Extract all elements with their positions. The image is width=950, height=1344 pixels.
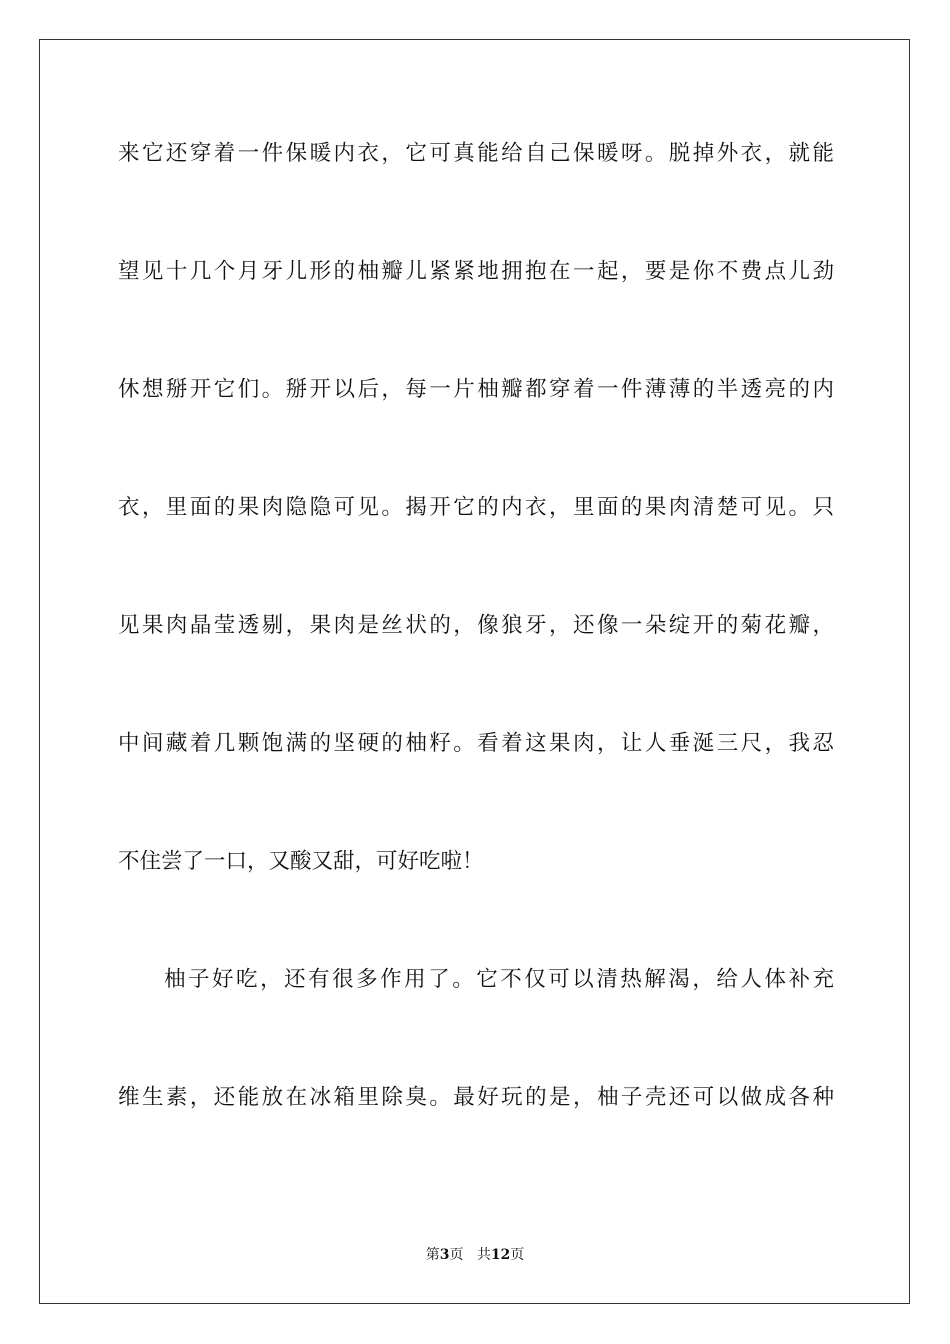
paragraph-line: 中间藏着几颗饱满的坚硬的柚籽。看着这果肉，让人垂涎三尺，我忍 <box>118 731 834 756</box>
document-body <box>118 125 834 1187</box>
footer-total-pages: 12 <box>490 1247 511 1263</box>
paragraph-line: 维生素，还能放在冰箱里除臭。最好玩的是，柚子壳还可以做成各种 <box>118 1085 834 1110</box>
footer-page-prefix: 第 <box>425 1247 440 1263</box>
paragraph-line: 衣，里面的果肉隐隐可见。揭开它的内衣，里面的果肉清楚可见。只 <box>118 495 834 520</box>
paragraph-line: 见果肉晶莹透剔，果肉是丝状的，像狼牙，还像一朵绽开的菊花瓣， <box>118 613 834 638</box>
paragraph-line: 不住尝了一口，又酸又甜，可好吃啦！ <box>118 849 484 874</box>
page-footer <box>0 1244 950 1264</box>
paragraph-line: 柚子好吃，还有很多作用了。它不仅可以清热解渴，给人体补充 <box>164 967 834 992</box>
paragraph-line: 来它还穿着一件保暖内衣，它可真能给自己保暖呀。脱掉外衣，就能 <box>118 141 834 166</box>
footer-total-prefix: 共 <box>476 1247 491 1263</box>
footer-page-number: 3 <box>439 1247 450 1263</box>
paragraph-line: 望见十几个月牙儿形的柚瓣儿紧紧地拥抱在一起，要是你不费点儿劲 <box>118 259 834 284</box>
footer-page-suffix: 页 <box>449 1247 464 1263</box>
paragraph-line: 休想掰开它们。掰开以后，每一片柚瓣都穿着一件薄薄的半透亮的内 <box>118 377 834 402</box>
footer-total-suffix: 页 <box>510 1247 525 1263</box>
